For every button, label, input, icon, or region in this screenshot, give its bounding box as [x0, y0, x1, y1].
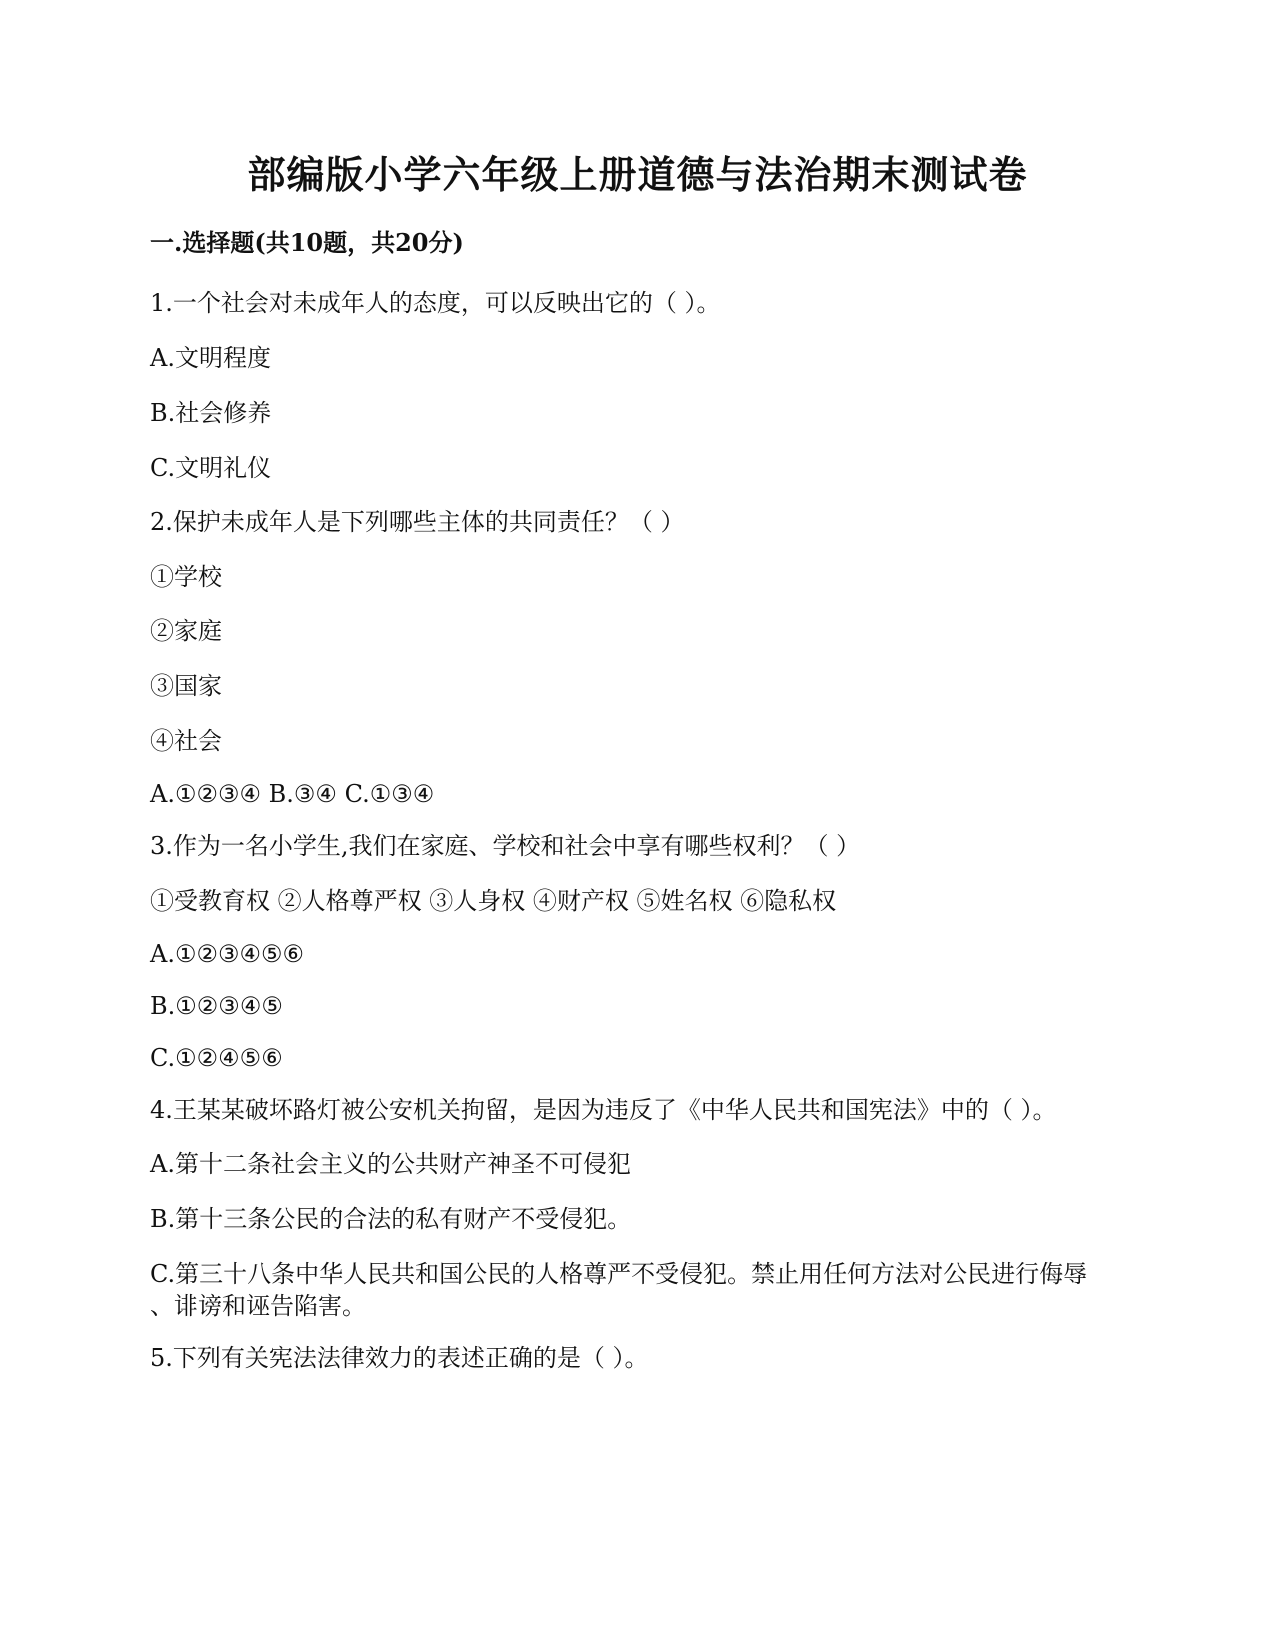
question-3-option-a: A.①②③④⑤⑥	[150, 940, 305, 968]
question-2-stem: 2.保护未成年人是下列哪些主体的共同责任？（ ）	[150, 508, 685, 536]
question-2-item-1: ①学校	[150, 563, 222, 591]
question-1-stem: 1.一个社会对未成年人的态度，可以反映出它的（ ）。	[150, 289, 721, 317]
question-4-option-b: B.第十三条公民的合法的私有财产不受侵犯。	[150, 1205, 632, 1233]
page-title: 部编版小学六年级上册道德与法治期末测试卷	[247, 152, 1028, 197]
question-4-option-a: A.第十二条社会主义的公共财产神圣不可侵犯	[150, 1150, 631, 1178]
question-1-option-b: B.社会修养	[150, 399, 272, 427]
question-2-item-2: ②家庭	[150, 617, 222, 645]
question-3-items: ①受教育权 ②人格尊严权 ③人身权 ④财产权 ⑤姓名权 ⑥隐私权	[150, 887, 837, 915]
question-4-option-c-line-2: 、诽谤和诬告陷害。	[150, 1292, 366, 1320]
section-heading: 一.选择题(共10题，共20分)	[150, 228, 464, 257]
question-3-stem: 3.作为一名小学生,我们在家庭、学校和社会中享有哪些权利？（ ）	[150, 832, 861, 860]
question-2-choices: A.①②③④ B.③④ C.①③④	[150, 780, 435, 808]
question-4-stem: 4.王某某破坏路灯被公安机关拘留，是因为违反了《中华人民共和国宪法》中的（ ）。	[150, 1096, 1057, 1124]
question-3-option-c: C.①②④⑤⑥	[150, 1044, 283, 1072]
question-4-option-c-line-1: C.第三十八条中华人民共和国公民的人格尊严不受侵犯。禁止用任何方法对公民进行侮辱	[150, 1260, 1088, 1288]
question-2-item-4: ④社会	[150, 727, 222, 755]
question-5-stem: 5.下列有关宪法法律效力的表述正确的是（ ）。	[150, 1344, 649, 1372]
question-1-option-c: C.文明礼仪	[150, 454, 272, 482]
question-1-option-a: A.文明程度	[150, 344, 271, 372]
question-2-item-3: ③国家	[150, 672, 222, 700]
question-3-option-b: B.①②③④⑤	[150, 992, 283, 1020]
